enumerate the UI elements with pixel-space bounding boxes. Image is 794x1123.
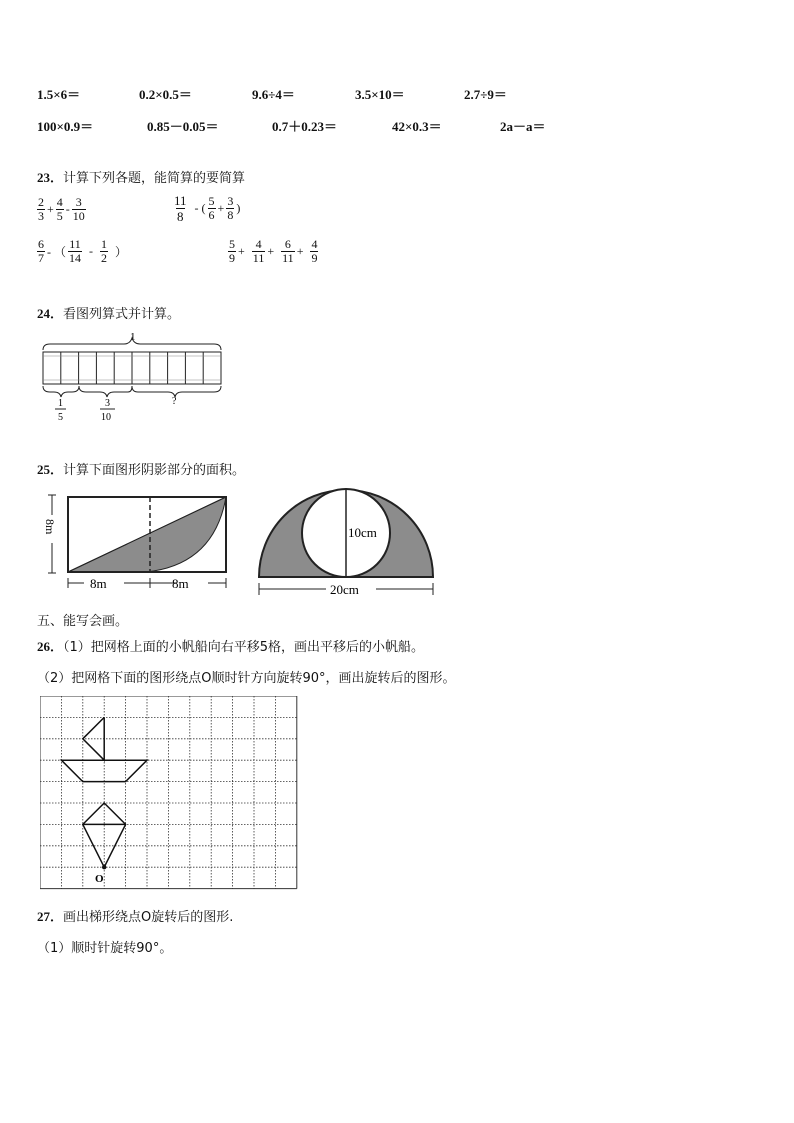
oral-item: 1.5×6＝ bbox=[37, 87, 81, 102]
q23-heading bbox=[37, 167, 245, 186]
question-number: 23． bbox=[37, 170, 64, 185]
point-o-label: O bbox=[95, 873, 104, 885]
brace-seg1 bbox=[43, 386, 79, 397]
q26-part2: （2）把网格下面的图形绕点O顺时针方向旋转90°，画出旋转后的图形。 bbox=[37, 671, 456, 686]
oral-item: 2.7÷9＝ bbox=[464, 87, 507, 102]
question-number: 27． bbox=[37, 909, 64, 924]
height-label: 8m bbox=[43, 519, 57, 535]
q23-expression-1: $\frac{2}{3}$ + $\frac{4}{5}$ - $\frac{3}{10}$ bbox=[38, 195, 85, 223]
oral-item: 9.6÷4＝ bbox=[252, 87, 295, 102]
q25-heading bbox=[37, 459, 245, 478]
bar-cells bbox=[43, 352, 221, 384]
oral-item: 2a－a＝ bbox=[500, 119, 546, 134]
brace-seg2 bbox=[79, 386, 132, 397]
q23-expression-3: $\frac{6}{7}$ - （ $\frac{11}{14}$ - $\frac{1}{2}$ ） bbox=[38, 237, 128, 265]
brace-seg3 bbox=[132, 386, 221, 397]
seg2-numerator: 3 bbox=[105, 398, 110, 409]
oral-item: 0.85－0.05＝ bbox=[147, 119, 219, 134]
point-o bbox=[102, 865, 106, 869]
width-label-2: 8m bbox=[172, 576, 189, 591]
question-text: 看图列算式并计算。 bbox=[63, 307, 181, 322]
question-text: （1）把网格上面的小帆船向右平移5格，画出平移后的小帆船。 bbox=[63, 640, 425, 655]
q24-bar-diagram bbox=[38, 326, 228, 426]
semicircle-figure bbox=[259, 489, 433, 597]
q27-heading bbox=[37, 906, 233, 925]
seg1-denominator: 5 bbox=[58, 412, 63, 423]
top-label: 1 bbox=[130, 331, 136, 343]
seg2-denominator: 10 bbox=[101, 412, 111, 423]
q23-expression-4: $\frac{5}{9}$ + $\frac{4}{11}$ + $\frac{6}{11}$ + $\frac{4}{9}$ bbox=[229, 237, 318, 265]
semicircle-diameter-label: 20cm bbox=[330, 582, 359, 597]
question-number: 25． bbox=[37, 462, 64, 477]
oral-item: 42×0.3＝ bbox=[392, 119, 442, 134]
q26-part1 bbox=[37, 636, 424, 655]
oral-item: 3.5×10＝ bbox=[355, 87, 405, 102]
dotted-grid bbox=[40, 696, 297, 889]
question-text: 计算下列各题，能简算的要简算 bbox=[63, 171, 246, 186]
q27-part1: （1）顺时针旋转90°。 bbox=[37, 941, 173, 956]
q26-grid-figure bbox=[40, 696, 304, 896]
oral-item: 0.7＋0.23＝ bbox=[272, 119, 338, 134]
oral-item: 0.2×0.5＝ bbox=[139, 87, 192, 102]
q25-figures bbox=[36, 485, 446, 605]
question-number: 24． bbox=[37, 306, 64, 321]
circle-diameter-label: 10cm bbox=[348, 525, 377, 540]
seg3-unknown: ? bbox=[172, 396, 177, 407]
question-number: 26． bbox=[37, 639, 64, 654]
seg1-numerator: 1 bbox=[58, 398, 63, 409]
section-heading: 五、能写会画。 bbox=[37, 614, 129, 629]
oral-item: 100×0.9＝ bbox=[37, 119, 94, 134]
q24-heading bbox=[37, 303, 180, 322]
rectangle-figure bbox=[43, 495, 226, 591]
question-text: 计算下面图形阴影部分的面积。 bbox=[63, 463, 246, 478]
q23-expression-2: $\frac{11}{8}$ - ( $\frac{5}{6}$ + $\frac{3}{8}$ ) bbox=[174, 193, 241, 224]
width-label-1: 8m bbox=[90, 576, 107, 591]
question-text: 画出梯形绕点O旋转后的图形. bbox=[63, 910, 234, 925]
